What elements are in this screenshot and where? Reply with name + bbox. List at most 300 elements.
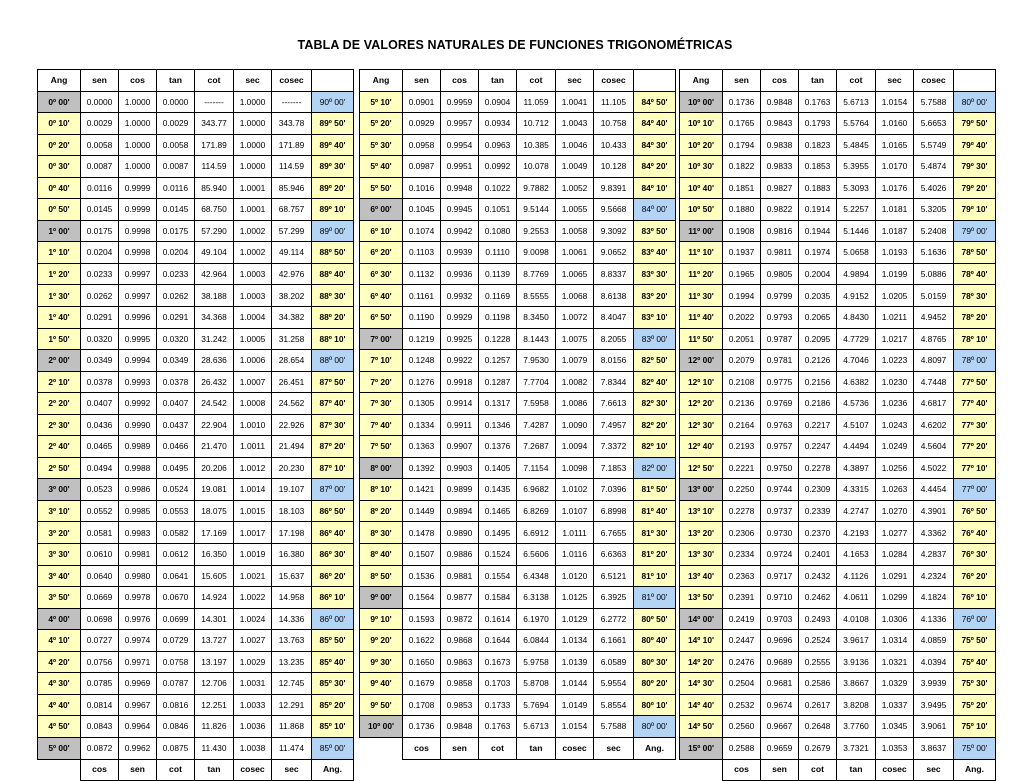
- cell-cot: 3.9136: [837, 651, 876, 673]
- cell-cos: 0.9781: [761, 350, 799, 372]
- table-row: [680, 457, 996, 479]
- cell-cosec: 7.6613: [594, 393, 634, 415]
- cell-complement-angle: 84º 30': [634, 134, 676, 156]
- cell-sen: 0.0494: [81, 457, 119, 479]
- cell-sec: 1.0314: [876, 630, 914, 652]
- cell-sen: 0.0523: [81, 479, 119, 501]
- cell-cot: 3.8208: [837, 694, 876, 716]
- cell-sen: 0.0320: [81, 328, 119, 350]
- cell-cosec: 4.5604: [914, 436, 954, 458]
- cell-sec: 1.0022: [234, 587, 272, 609]
- cell-tan: 0.2278: [799, 457, 837, 479]
- cell-sen: 0.2022: [723, 307, 761, 329]
- cell-cot: 4.3315: [837, 479, 876, 501]
- column-header-tan: tan: [479, 70, 517, 92]
- cell-tan: 0.0992: [479, 156, 517, 178]
- cell-tan: 0.0116: [157, 177, 195, 199]
- cell-cos: 0.9853: [441, 694, 479, 716]
- cell-sec: 1.0079: [556, 350, 594, 372]
- cell-sec: 1.0061: [556, 242, 594, 264]
- cell-complement-angle: 83º 00': [634, 328, 676, 350]
- cell-sec: 1.0011: [234, 436, 272, 458]
- cell-cot: 15.605: [195, 565, 234, 587]
- cell-cosec: 11.868: [272, 716, 312, 738]
- cell-complement-angle: 79º 00': [954, 220, 996, 242]
- cell-angle: 3º 00': [38, 479, 81, 501]
- cell-cot: 8.3450: [517, 307, 556, 329]
- cell-complement-angle: 89º 00': [312, 220, 354, 242]
- cell-cos: 1.0000: [119, 134, 157, 156]
- cell-angle: 1º 50': [38, 328, 81, 350]
- cell-sen: 0.1190: [403, 307, 441, 329]
- cell-tan: 0.2339: [799, 500, 837, 522]
- cell-tan: 0.2617: [799, 694, 837, 716]
- column-header-cot: cot: [837, 70, 876, 92]
- cell-sec: 1.0000: [234, 91, 272, 113]
- column-footer-cos: cos: [81, 759, 119, 781]
- table-row: [680, 737, 996, 759]
- cell-angle: 10º 50': [680, 199, 723, 221]
- cell-sen: 0.2079: [723, 350, 761, 372]
- cell-sen: 0.0698: [81, 608, 119, 630]
- cell-sec: 1.0199: [876, 263, 914, 285]
- cell-tan: 0.1914: [799, 199, 837, 221]
- cell-cosec: 7.8344: [594, 371, 634, 393]
- cell-tan: 0.0963: [479, 134, 517, 156]
- column-header-sen: sen: [81, 70, 119, 92]
- cell-cos: 0.9681: [761, 673, 799, 695]
- cell-sen: 0.2164: [723, 414, 761, 436]
- cell-cot: 4.9152: [837, 285, 876, 307]
- cell-sen: 0.0407: [81, 393, 119, 415]
- cell-angle: 11º 30': [680, 285, 723, 307]
- cell-sec: 1.0075: [556, 328, 594, 350]
- cell-angle: 8º 50': [360, 565, 403, 587]
- cell-sen: 0.0029: [81, 113, 119, 135]
- cell-sen: 0.0175: [81, 220, 119, 242]
- cell-sen: 0.1507: [403, 544, 441, 566]
- cell-complement-angle: 85º 30': [312, 673, 354, 695]
- table-row: [360, 134, 676, 156]
- cell-complement-angle: 88º 30': [312, 285, 354, 307]
- cell-sec: 1.0337: [876, 694, 914, 716]
- cell-cosec: 5.2408: [914, 220, 954, 242]
- table-row: [360, 307, 676, 329]
- cell-sen: 0.1276: [403, 371, 441, 393]
- cell-sec: 1.0043: [556, 113, 594, 135]
- cell-sec: 1.0003: [234, 285, 272, 307]
- cell-tan: 0.2126: [799, 350, 837, 372]
- cell-sec: 1.0160: [876, 113, 914, 135]
- cell-cosec: 5.7588: [594, 716, 634, 738]
- cell-cosec: 68.757: [272, 199, 312, 221]
- cell-cosec: 17.198: [272, 522, 312, 544]
- table-row: [360, 479, 676, 501]
- cell-sec: 1.0052: [556, 177, 594, 199]
- cell-complement-angle: 89º 40': [312, 134, 354, 156]
- table-row: [680, 177, 996, 199]
- cell-cosec: 4.5022: [914, 457, 954, 479]
- cell-cot: 6.3138: [517, 587, 556, 609]
- table-row: [38, 587, 354, 609]
- cell-cos: 0.9827: [761, 177, 799, 199]
- cell-cos: 0.9993: [119, 371, 157, 393]
- cell-sec: 1.0004: [234, 307, 272, 329]
- cell-cos: 0.9903: [441, 457, 479, 479]
- cell-angle: 10º 20': [680, 134, 723, 156]
- cell-cos: 0.9998: [119, 220, 157, 242]
- table-row: [38, 177, 354, 199]
- cell-sec: 1.0046: [556, 134, 594, 156]
- column-footer-sen: sen: [119, 759, 157, 781]
- cell-angle: 9º 20': [360, 630, 403, 652]
- cell-tan: 0.1228: [479, 328, 517, 350]
- cell-sec: 1.0230: [876, 371, 914, 393]
- cell-tan: 0.1793: [799, 113, 837, 135]
- cell-complement-angle: 81º 40': [634, 500, 676, 522]
- cell-cosec: 6.3925: [594, 587, 634, 609]
- cell-cosec: 4.0394: [914, 651, 954, 673]
- cell-cos: 0.9959: [441, 91, 479, 113]
- cell-tan: 0.1198: [479, 307, 517, 329]
- cell-angle: 5º 30': [360, 134, 403, 156]
- cell-complement-angle: 75º 20': [954, 694, 996, 716]
- cell-cos: 0.9983: [119, 522, 157, 544]
- cell-cot: 4.9894: [837, 263, 876, 285]
- cell-tan: 0.1974: [799, 242, 837, 264]
- table-row: [360, 113, 676, 135]
- cell-cot: 6.6912: [517, 522, 556, 544]
- cell-angle: 1º 20': [38, 263, 81, 285]
- cell-cot: 5.3955: [837, 156, 876, 178]
- cell-cosec: 4.1336: [914, 608, 954, 630]
- cell-angle: 2º 50': [38, 457, 81, 479]
- cell-cosec: 5.6653: [914, 113, 954, 135]
- table-row: [680, 371, 996, 393]
- cell-angle: 3º 50': [38, 587, 81, 609]
- cell-cos: 0.9918: [441, 371, 479, 393]
- cell-cos: 0.9976: [119, 608, 157, 630]
- cell-sec: 1.0003: [234, 263, 272, 285]
- cell-sec: 1.0154: [556, 716, 594, 738]
- cell-cosec: 9.8391: [594, 177, 634, 199]
- cell-cos: 0.9932: [441, 285, 479, 307]
- cell-tan: 0.2095: [799, 328, 837, 350]
- cell-tan: 0.0553: [157, 500, 195, 522]
- cell-tan: 0.0466: [157, 436, 195, 458]
- cell-cot: 17.169: [195, 522, 234, 544]
- cell-cot: 8.1443: [517, 328, 556, 350]
- cell-cosec: 4.6202: [914, 414, 954, 436]
- cell-cosec: 9.3092: [594, 220, 634, 242]
- cell-sec: 1.0002: [234, 220, 272, 242]
- column-footer-tan: tan: [517, 737, 556, 759]
- cell-sen: 0.1305: [403, 393, 441, 415]
- cell-angle: 0º 20': [38, 134, 81, 156]
- cell-complement-angle: 81º 50': [634, 479, 676, 501]
- cell-cot: 11.430: [195, 737, 234, 759]
- table-row: [360, 544, 676, 566]
- cell-angle: 5º 00': [38, 737, 81, 759]
- cell-cos: 0.9848: [441, 716, 479, 738]
- header-row-top: [38, 70, 354, 92]
- cell-cot: 171.89: [195, 134, 234, 156]
- table-row: [360, 716, 676, 738]
- table-row: [360, 587, 676, 609]
- cell-cos: 0.9936: [441, 263, 479, 285]
- cell-cot: 22.904: [195, 414, 234, 436]
- cell-sen: 0.1421: [403, 479, 441, 501]
- cell-angle: 12º 20': [680, 393, 723, 415]
- cell-cos: 0.9995: [119, 328, 157, 350]
- cell-sec: 1.0223: [876, 350, 914, 372]
- cell-complement-angle: 89º 50': [312, 113, 354, 135]
- cell-tan: 0.2493: [799, 608, 837, 630]
- cell-angle: 4º 00': [38, 608, 81, 630]
- cell-cosec: 5.4874: [914, 156, 954, 178]
- cell-cot: 7.9530: [517, 350, 556, 372]
- cell-sen: 0.2334: [723, 544, 761, 566]
- cell-cos: 0.9805: [761, 263, 799, 285]
- cell-sen: 0.0291: [81, 307, 119, 329]
- cell-cot: 8.5555: [517, 285, 556, 307]
- table-row: [38, 393, 354, 415]
- cell-cos: 0.9848: [761, 91, 799, 113]
- cell-angle: 9º 30': [360, 651, 403, 673]
- table-row: [360, 608, 676, 630]
- cell-angle: 8º 40': [360, 544, 403, 566]
- table-row: [360, 500, 676, 522]
- column-footer-cosec: cosec: [234, 759, 272, 781]
- table-row: [680, 479, 996, 501]
- table-row: [360, 285, 676, 307]
- cell-angle: 12º 50': [680, 457, 723, 479]
- cell-complement-angle: 82º 40': [634, 371, 676, 393]
- column-footer-blank: [680, 759, 723, 781]
- cell-sen: 0.1392: [403, 457, 441, 479]
- cell-sec: 1.0165: [876, 134, 914, 156]
- cell-complement-angle: 89º 20': [312, 177, 354, 199]
- cell-tan: 0.1614: [479, 608, 517, 630]
- column-header-angle: Ang: [38, 70, 81, 92]
- cell-sec: 1.0068: [556, 285, 594, 307]
- cell-angle: 5º 50': [360, 177, 403, 199]
- cell-cosec: 4.3901: [914, 500, 954, 522]
- table-row: [38, 673, 354, 695]
- cell-cosec: 28.654: [272, 350, 312, 372]
- cell-complement-angle: 84º 10': [634, 177, 676, 199]
- cell-sec: 1.0055: [556, 199, 594, 221]
- table-row: [680, 500, 996, 522]
- cell-angle: 7º 50': [360, 436, 403, 458]
- cell-sen: 0.2560: [723, 716, 761, 738]
- cell-cos: 0.9986: [119, 479, 157, 501]
- cell-tan: 0.1287: [479, 371, 517, 393]
- cell-cos: 0.9998: [119, 242, 157, 264]
- cell-sec: 1.0129: [556, 608, 594, 630]
- cell-complement-angle: 84º 20': [634, 156, 676, 178]
- cell-cot: 9.0098: [517, 242, 556, 264]
- cell-cot: 26.432: [195, 371, 234, 393]
- table-row: [38, 737, 354, 759]
- cell-sen: 0.1908: [723, 220, 761, 242]
- cell-cot: 24.542: [195, 393, 234, 415]
- cell-cot: 6.0844: [517, 630, 556, 652]
- cell-cosec: 57.299: [272, 220, 312, 242]
- cell-angle: 4º 40': [38, 694, 81, 716]
- table-row: [38, 630, 354, 652]
- column-header-cos: cos: [119, 70, 157, 92]
- cell-complement-angle: 90º 00': [312, 91, 354, 113]
- cell-tan: 0.0875: [157, 737, 195, 759]
- table-row: [680, 113, 996, 135]
- cell-angle: 8º 30': [360, 522, 403, 544]
- cell-sec: 1.0321: [876, 651, 914, 673]
- cell-angle: 9º 50': [360, 694, 403, 716]
- cell-cos: 0.9997: [119, 263, 157, 285]
- table-row: [680, 242, 996, 264]
- cell-complement-angle: 81º 10': [634, 565, 676, 587]
- cell-sen: 0.1822: [723, 156, 761, 178]
- cell-cosec: 10.758: [594, 113, 634, 135]
- cell-tan: 0.0029: [157, 113, 195, 135]
- cell-cos: 0.9811: [761, 242, 799, 264]
- cell-angle: 11º 50': [680, 328, 723, 350]
- cell-tan: 0.2186: [799, 393, 837, 415]
- cell-complement-angle: 78º 10': [954, 328, 996, 350]
- column-header-cot: cot: [195, 70, 234, 92]
- cell-complement-angle: 78º 30': [954, 285, 996, 307]
- cell-cosec: 3.9495: [914, 694, 954, 716]
- cell-cot: 7.5958: [517, 393, 556, 415]
- cell-tan: 0.1405: [479, 457, 517, 479]
- cell-sec: 1.0270: [876, 500, 914, 522]
- column-header-cosec: cosec: [914, 70, 954, 92]
- cell-sec: 1.0006: [234, 350, 272, 372]
- cell-cot: 57.290: [195, 220, 234, 242]
- table-row: [38, 436, 354, 458]
- cell-cot: 38.188: [195, 285, 234, 307]
- cell-sen: 0.0204: [81, 242, 119, 264]
- cell-cot: 4.6382: [837, 371, 876, 393]
- cell-sec: 1.0000: [234, 156, 272, 178]
- cell-complement-angle: 86º 20': [312, 565, 354, 587]
- cell-sen: 0.1536: [403, 565, 441, 587]
- cell-complement-angle: 88º 20': [312, 307, 354, 329]
- page-title: TABLA DE VALORES NATURALES DE FUNCIONES TRIGONOMÉTRICAS: [297, 38, 733, 52]
- cell-cos: 0.9763: [761, 414, 799, 436]
- cell-cos: 0.9925: [441, 328, 479, 350]
- cell-sen: 0.1045: [403, 199, 441, 221]
- cell-sec: 1.0002: [234, 242, 272, 264]
- cell-cot: 21.470: [195, 436, 234, 458]
- cell-sec: 1.0291: [876, 565, 914, 587]
- cell-cos: 0.9717: [761, 565, 799, 587]
- cell-sen: 0.0378: [81, 371, 119, 393]
- cell-cos: 0.9978: [119, 587, 157, 609]
- cell-sec: 1.0329: [876, 673, 914, 695]
- column-footer-tan: tan: [837, 759, 876, 781]
- table-row: [360, 522, 676, 544]
- cell-cot: 3.9617: [837, 630, 876, 652]
- column-header-sec: sec: [876, 70, 914, 92]
- cell-sen: 0.0581: [81, 522, 119, 544]
- cell-cosec: 343.78: [272, 113, 312, 135]
- cell-cosec: 8.2055: [594, 328, 634, 350]
- cell-sec: 1.0181: [876, 199, 914, 221]
- cell-cos: 0.9994: [119, 350, 157, 372]
- cell-complement-angle: 88º 40': [312, 263, 354, 285]
- cell-sec: 1.0249: [876, 436, 914, 458]
- cell-angle: 11º 20': [680, 263, 723, 285]
- cell-cos: 0.9967: [119, 694, 157, 716]
- cell-complement-angle: 88º 10': [312, 328, 354, 350]
- cell-cosec: 5.4026: [914, 177, 954, 199]
- cell-sen: 0.0552: [81, 500, 119, 522]
- cell-sec: 1.0116: [556, 544, 594, 566]
- cell-angle: 6º 40': [360, 285, 403, 307]
- table-row: [360, 630, 676, 652]
- cell-sec: 1.0211: [876, 307, 914, 329]
- cell-complement-angle: 79º 30': [954, 156, 996, 178]
- cell-tan: 0.1733: [479, 694, 517, 716]
- table-row: [360, 91, 676, 113]
- column-header-sec: sec: [556, 70, 594, 92]
- cell-cot: 5.0658: [837, 242, 876, 264]
- cell-cot: 5.4845: [837, 134, 876, 156]
- cell-cot: 3.7321: [837, 737, 876, 759]
- cell-sen: 0.0987: [403, 156, 441, 178]
- cell-complement-angle: 82º 50': [634, 350, 676, 372]
- cell-angle: 0º 00': [38, 91, 81, 113]
- cell-complement-angle: 76º 50': [954, 500, 996, 522]
- cell-cos: 0.9996: [119, 307, 157, 329]
- cell-complement-angle: 76º 40': [954, 522, 996, 544]
- cell-cosec: 4.4454: [914, 479, 954, 501]
- cell-complement-angle: 86º 50': [312, 500, 354, 522]
- cell-cot: 4.0611: [837, 587, 876, 609]
- cell-cot: 28.636: [195, 350, 234, 372]
- cell-cot: 4.7729: [837, 328, 876, 350]
- cell-cosec: 4.0859: [914, 630, 954, 652]
- cell-complement-angle: 79º 20': [954, 177, 996, 199]
- cell-cot: 7.2687: [517, 436, 556, 458]
- column-header-sec: sec: [234, 70, 272, 92]
- cell-cos: 0.9948: [441, 177, 479, 199]
- cell-sec: 1.0256: [876, 457, 914, 479]
- column-footer-tan: tan: [195, 759, 234, 781]
- cell-sec: 1.0284: [876, 544, 914, 566]
- cell-sec: 1.0015: [234, 500, 272, 522]
- cell-cos: 0.9907: [441, 436, 479, 458]
- table-row: [680, 307, 996, 329]
- cell-cot: 3.7760: [837, 716, 876, 738]
- cell-complement-angle: 83º 20': [634, 285, 676, 307]
- cell-cot: 18.075: [195, 500, 234, 522]
- table-row: [680, 414, 996, 436]
- cell-cot: 4.2193: [837, 522, 876, 544]
- column-footer-sen: sen: [761, 759, 799, 781]
- cell-sec: 1.0193: [876, 242, 914, 264]
- cell-sec: 1.0014: [234, 479, 272, 501]
- cell-cosec: 4.8097: [914, 350, 954, 372]
- column-footer-angle: Ang.: [634, 737, 676, 759]
- cell-cosec: 38.202: [272, 285, 312, 307]
- cell-complement-angle: 80º 50': [634, 608, 676, 630]
- cell-sen: 0.0058: [81, 134, 119, 156]
- cell-complement-angle: 77º 20': [954, 436, 996, 458]
- cell-tan: 0.1673: [479, 651, 517, 673]
